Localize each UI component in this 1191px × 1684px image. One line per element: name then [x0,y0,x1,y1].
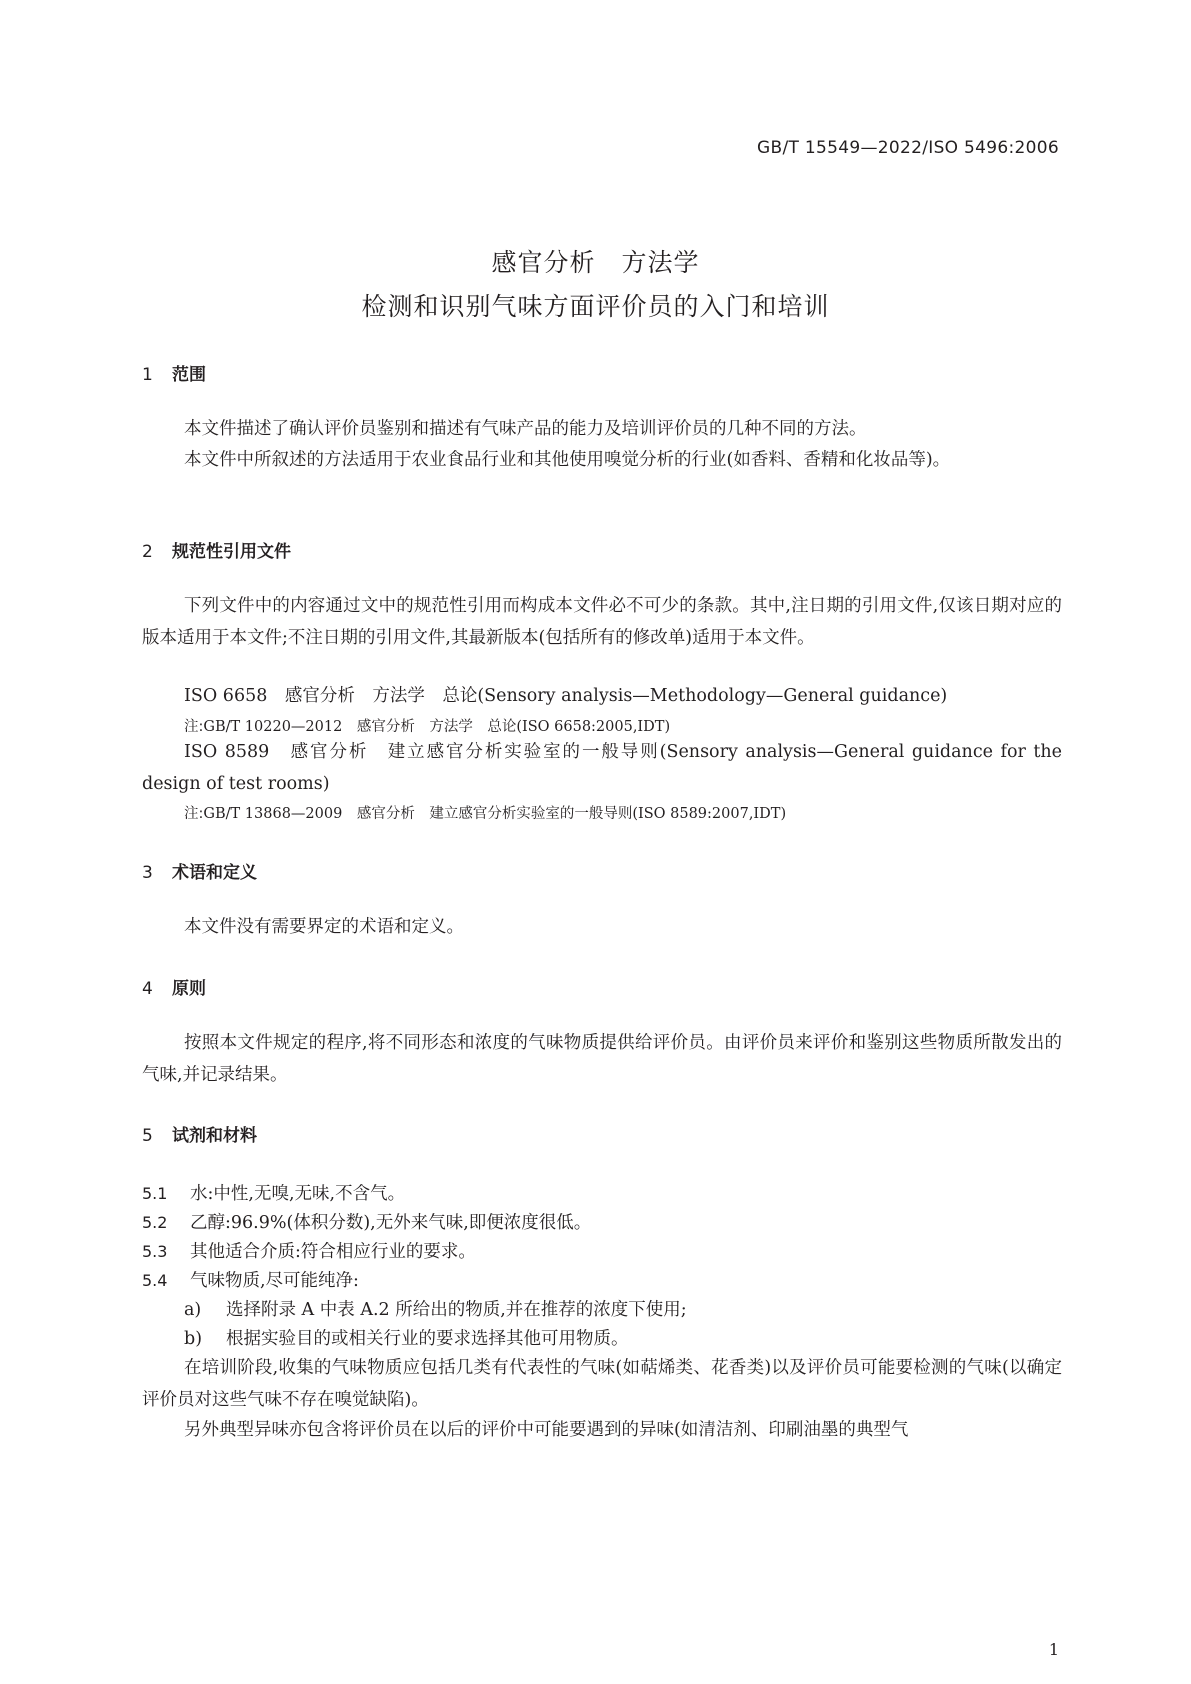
clause-text: 乙醇:96.9%(体积分数),无外来气味,即便浓度很低。 [190,1213,592,1233]
section-3-paragraph-1: 本文件没有需要界定的术语和定义。 [184,917,464,937]
section-title: 范围 [172,365,206,385]
note-2 [184,802,786,823]
section-number: 1 [142,365,153,385]
section-number: 3 [142,863,153,883]
note-label: 注: [184,806,204,822]
clause-number: 5.2 [142,1213,168,1232]
list-text: 根据实验目的或相关行业的要求选择其他可用物质。 [226,1329,629,1349]
section-5-paragraph-2: 另外典型异味亦包含将评价员在以后的评价中可能要遇到的异味(如清洁剂、印刷油墨的典型气 [184,1420,909,1440]
section-3-heading [142,858,257,883]
clause-5-1 [142,1180,405,1205]
section-1-paragraph-2: 本文件中所叙述的方法适用于农业食品行业和其他使用嗅觉分析的行业(如香料、香精和化妆品等)。 [184,450,951,470]
section-4-paragraph-1: 按照本文件规定的程序,将不同形态和浓度的气味物质提供给评价员。由评价员来评价和鉴别这些物质所散发出的气味,并记录结果。 [142,1033,1062,1085]
page-number: 1 [1048,1640,1059,1659]
clause-text: 气味物质,尽可能纯净: [190,1271,359,1291]
section-4-heading [142,974,206,999]
clause-5-3 [142,1238,476,1263]
clause-number: 5.3 [142,1242,168,1261]
clause-5-4 [142,1267,359,1292]
section-5-heading [142,1121,257,1146]
note-1 [184,715,670,736]
section-2-heading [142,537,291,562]
list-item-b [184,1325,629,1350]
section-number: 5 [142,1126,153,1146]
section-1-paragraph-1: 本文件描述了确认评价员鉴别和描述有气味产品的能力及培训评价员的几种不同的方法。 [184,419,867,439]
note-text: GB/T 10220—2012 感官分析 方法学 总论(ISO 6658:2005,IDT) [203,719,671,735]
list-marker: b) [184,1329,203,1349]
title-line-1: 感官分析 方法学 [491,248,700,277]
clause-text: 水:中性,无嗅,无味,不含气。 [190,1184,406,1204]
section-2-paragraph-1: 下列文件中的内容通过文中的规范性引用而构成本文件必不可少的条款。其中,注日期的引用文件,仅该日期对应的版本适用于本文件;不注日期的引用文件,其最新版本(包括所有的修改单)适用于本文件。 [142,596,1062,648]
section-title: 原则 [172,979,206,999]
clause-number: 5.1 [142,1184,168,1203]
section-1-heading [142,360,206,385]
reference-iso-8589: ISO 8589 感官分析 建立感官分析实验室的一般导则(Sensory analysis—General guidance for the design of test rooms) [142,742,1062,794]
clause-text: 其他适合介质:符合相应行业的要求。 [190,1242,476,1262]
title-line-2: 检测和识别气味方面评价员的入门和培训 [361,292,830,321]
list-item-a [184,1296,687,1321]
section-5-paragraph-1: 在培训阶段,收集的气味物质应包括几类有代表性的气味(如萜烯类、花香类)以及评价员可能要检测的气味(以确定评价员对这些气味不存在嗅觉缺陷)。 [142,1358,1062,1410]
list-marker: a) [184,1300,202,1320]
section-title: 术语和定义 [172,863,257,883]
note-label: 注: [184,719,204,735]
section-title: 试剂和材料 [172,1126,257,1146]
clause-5-2 [142,1209,591,1234]
section-number: 2 [142,542,153,562]
standard-number: GB/T 15549—2022/ISO 5496:2006 [757,138,1059,158]
list-text: 选择附录 A 中表 A.2 所给出的物质,并在推荐的浓度下使用; [226,1300,687,1320]
clause-number: 5.4 [142,1271,168,1290]
section-number: 4 [142,979,153,999]
reference-iso-6658: ISO 6658 感官分析 方法学 总论(Sensory analysis—Methodology—General guidance) [184,686,948,706]
note-text: GB/T 13868—2009 感官分析 建立感官分析实验室的一般导则(ISO 8589:2007,IDT) [203,806,787,822]
section-title: 规范性引用文件 [172,542,291,562]
